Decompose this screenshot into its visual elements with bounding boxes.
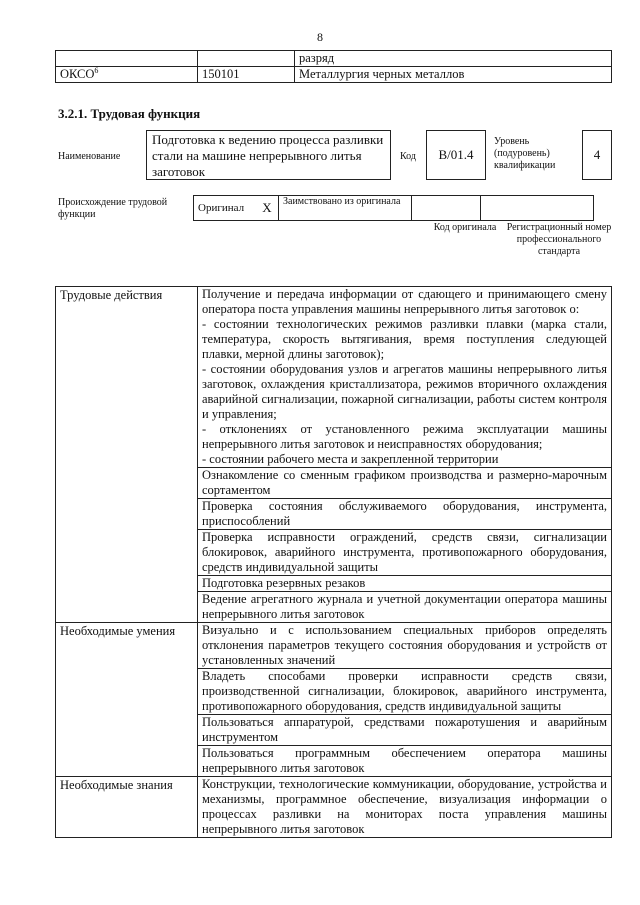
okso-label-cell [56, 67, 198, 83]
okso-label: ОКСО [60, 67, 95, 81]
borrowed-label: Заимствовано из оригинала [279, 196, 412, 221]
origin-label: Происхождение трудовой функции [58, 197, 168, 220]
item-line: Визуально и с использованием специальных приборов определять отклонения параметров текущего состояния оборудования и устройств от установленных значений [202, 623, 607, 667]
table-cell [198, 51, 295, 67]
item-line: Получение и передача информации от сдающего и принимающего смену оператора поста управления машины непрерывного литья заготовок о: [202, 287, 607, 316]
table-row [56, 67, 612, 83]
page-number: 8 [317, 30, 323, 44]
table-row [56, 777, 612, 838]
item-line: - состоянии оборудования узлов и агрегатов машины непрерывного литья заготовок, охлаждения кристаллизатора, режимов вторичного охлаждения аварийной сигнализации, пожарной сигнализации, работы систем контроля и управления; [202, 362, 607, 421]
origin-table [193, 195, 594, 221]
function-details-body [56, 287, 612, 838]
section-heading: Необходимые умения [56, 623, 198, 777]
section-heading: Необходимые знания [56, 777, 198, 838]
section-item [198, 715, 612, 746]
table-row [56, 51, 612, 67]
item-line: - состоянии рабочего места и закрепленной территории [202, 452, 499, 466]
table-cell [56, 51, 198, 67]
item-line: Пользоваться аппаратурой, средствами пожаротушения и аварийным инструментом [202, 715, 607, 744]
item-line: Подготовка резервных резаков [202, 576, 366, 590]
section-item [198, 576, 612, 592]
okso-code: 150101 [198, 67, 295, 83]
section-item [198, 287, 612, 468]
reg-number-caption: Регистрационный номер профессионального стандарта [506, 222, 612, 257]
code-original-caption: Код оригинала [433, 222, 497, 233]
section-item [198, 777, 612, 838]
section-item [198, 623, 612, 669]
section-title: 3.2.1. Трудовая функция [58, 106, 201, 121]
original-mark: X [256, 196, 279, 221]
name-label: Наименование [58, 151, 121, 162]
section-item [198, 592, 612, 623]
qualification-table [55, 50, 612, 83]
table-row [194, 196, 594, 221]
section-item [198, 746, 612, 777]
reg-number-cell [481, 196, 594, 221]
okso-name: Металлургия черных металлов [295, 67, 612, 83]
item-line: - отклонениях от установленного режима эксплуатации машины непрерывного литья заготовок и неисправностях оборудования; [202, 422, 607, 451]
function-name: Подготовка к ведению процесса разливки стали на машине непрерывного литья заготовок [146, 130, 391, 180]
level-label: Уровень (подуровень) квалификации [494, 136, 556, 171]
code-label: Код [400, 151, 416, 162]
section-item [198, 468, 612, 499]
table-cell: разряд [295, 51, 612, 67]
function-details-table [55, 286, 612, 838]
footnote-mark: 6 [94, 65, 99, 75]
item-line: Пользоваться программным обеспечением оператора машины непрерывного литья заготовок [202, 746, 607, 775]
item-line: Проверка состояния обслуживаемого оборудования, инструмента, приспособлений [202, 499, 607, 528]
section-item [198, 530, 612, 576]
table-row [56, 623, 612, 669]
section-item [198, 669, 612, 715]
original-label: Оригинал [194, 196, 257, 221]
item-line: Проверка исправности ограждений, средств связи, сигнализации блокировок, аварийного инструмента, противопожарного оборудования, средств индивидуальной защиты [202, 530, 607, 574]
item-line: Конструкции, технологические коммуникации, оборудование, устройства и механизмы, программное обеспечение, визуализация информации о процессах разливки на мониторах поста управления машины непрерывного литья заготовок [202, 777, 607, 836]
item-line: Ведение агрегатного журнала и учетной документации оператора машины непрерывного литья заготовок [202, 592, 607, 621]
function-code: B/01.4 [426, 130, 486, 180]
item-line: Владеть способами проверки исправности средств связи, производственной сигнализации, блокировок, аварийного инструмента, противопожарного оборудования, средств индивидуальной защиты [202, 669, 607, 713]
item-line: Ознакомление со сменным графиком производства и размерно-марочным сортаментом [202, 468, 607, 497]
code-original-cell [412, 196, 481, 221]
section-heading: Трудовые действия [56, 287, 198, 623]
item-line: - состоянии технологических режимов разливки плавки (марка стали, температура, скорость вытягивания, время поступления следующей плавки, мерной длины заготовок); [202, 317, 607, 361]
table-row [56, 287, 612, 468]
level-value: 4 [582, 130, 612, 180]
section-item [198, 499, 612, 530]
